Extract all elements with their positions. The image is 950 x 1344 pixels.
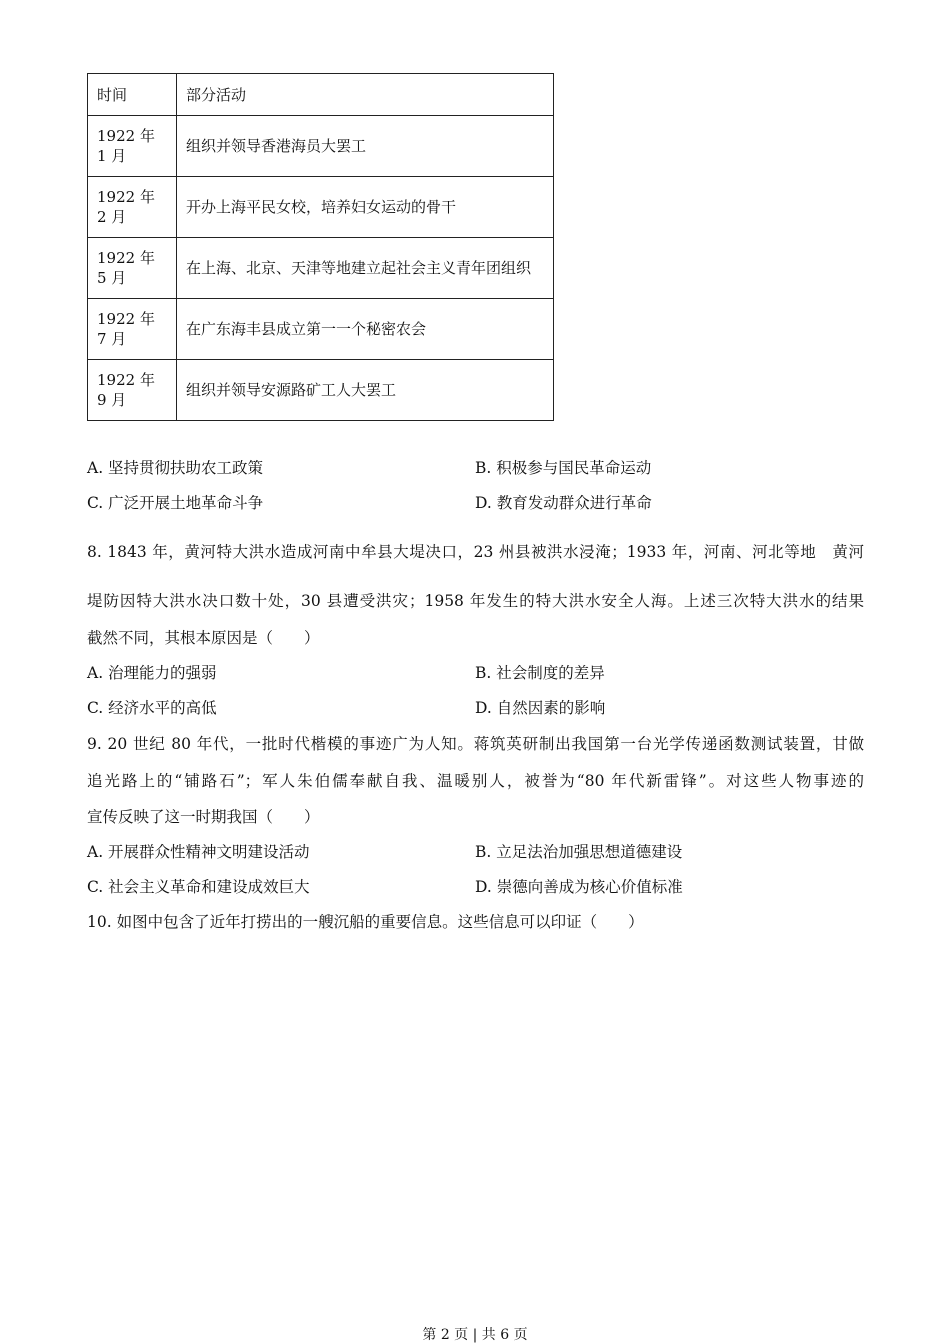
cell-time: 1922 年 1 月 [88,116,177,177]
activities-table [87,73,554,421]
q9-option-a: A. 开展群众性精神文明建设活动 [87,843,310,861]
q8-text-line: 8. 1843 年，黄河特大洪水造成河南中牟县大堤决口，23 州县被洪水浸淹；1933 年，河南、河北等地 黄河 [87,543,864,561]
cell-time: 1922 年 2 月 [88,177,177,238]
q8-text-line: 截然不同，其根本原因是（ ） [87,629,320,647]
q8-option-a: A. 治理能力的强弱 [87,664,217,682]
q7-option-c: C. 广泛开展土地革命斗争 [87,494,264,512]
q8-option-c: C. 经济水平的高低 [87,699,217,717]
q7-option-b: B. 积极参与国民革命运动 [475,459,652,477]
q8-text-line: 堤防因特大洪水决口数十处，30 县遭受洪灾；1958 年发生的特大洪水安全人海。上述三次特大洪水的结果 [87,592,864,610]
header-activity: 部分活动 [177,74,554,116]
table-row [88,238,554,299]
page-footer: 第 2 页 | 共 6 页 [422,1327,528,1343]
q8-option-d: D. 自然因素的影响 [475,699,606,717]
cell-time: 1922 年 5 月 [88,238,177,299]
cell-activity: 在广东海丰县成立第一一个秘密农会 [177,299,554,360]
q7-option-a: A. 坚持贯彻扶助农工政策 [87,459,264,477]
q9-text-line: 追光路上的“铺路石”；军人朱伯儒奉献自我、温暖别人，被誉为“80 年代新雷锋”。对这些人物事迹的 [87,772,864,790]
q9-text-line: 宣传反映了这一时期我国（ ） [87,808,320,826]
cell-time: 1922 年 7 月 [88,299,177,360]
q9-option-b: B. 立足法治加强思想道德建设 [475,843,683,861]
q8-option-b: B. 社会制度的差异 [475,664,605,682]
q7-option-d: D. 教育发动群众进行革命 [475,494,652,512]
header-time: 时间 [88,74,177,116]
table-row [88,360,554,421]
q10-text: 10. 如图中包含了近年打捞出的一艘沉船的重要信息。这些信息可以印证（ ） [87,913,644,931]
table-row [88,116,554,177]
table-row [88,299,554,360]
q9-text-line: 9. 20 世纪 80 年代，一批时代楷模的事迹广为人知。蒋筑英研制出我国第一台光学传递函数测试装置，甘做 [87,735,864,753]
cell-activity: 组织并领导安源路矿工人大罢工 [177,360,554,421]
table-row [88,177,554,238]
cell-time: 1922 年 9 月 [88,360,177,421]
q9-option-d: D. 崇德向善成为核心价值标准 [475,878,683,896]
cell-activity: 在上海、北京、天津等地建立起社会主义青年团组织 [177,238,554,299]
cell-activity: 组织并领导香港海员大罢工 [177,116,554,177]
q9-option-c: C. 社会主义革命和建设成效巨大 [87,878,310,896]
cell-activity: 开办上海平民女校，培养妇女运动的骨干 [177,177,554,238]
